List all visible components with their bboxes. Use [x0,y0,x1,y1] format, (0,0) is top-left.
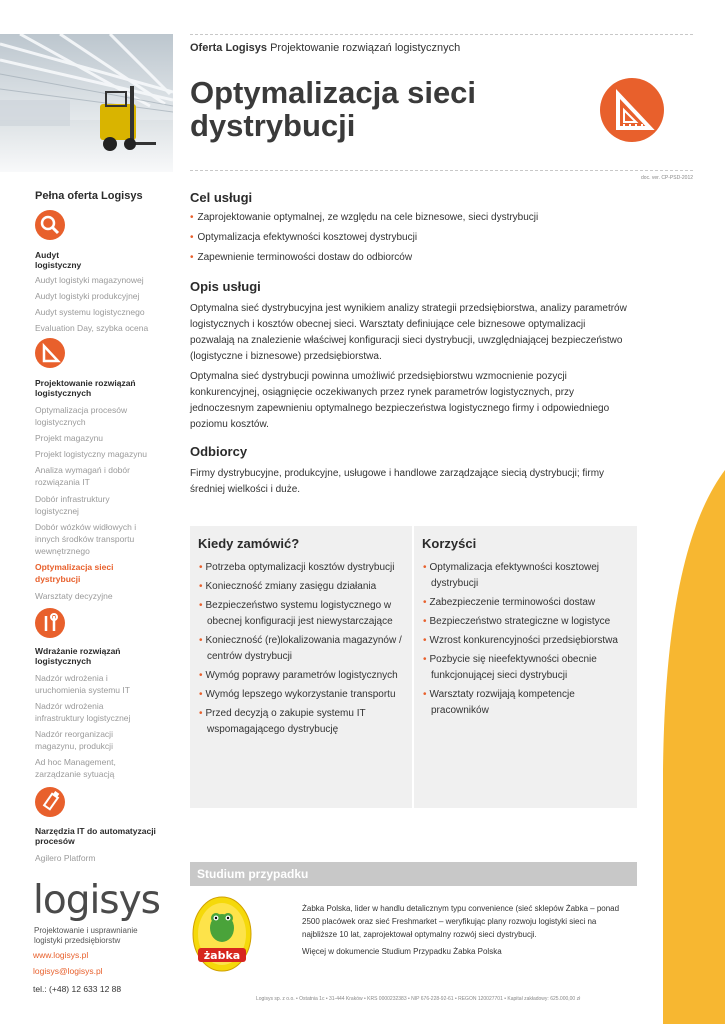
sidebar-link[interactable]: Analiza wymagań i dobór rozwiązania IT [35,465,130,487]
sidebar-title: Pełna oferta Logisys [35,190,143,202]
section-heading-wdrazanie: Wdrażanie rozwiązań logistycznych [35,646,121,666]
section-heading: Opis usługi [190,279,261,294]
sidebar-link[interactable]: Audyt logistyki produkcyjnej [35,291,140,301]
list-item: • Wymóg poprawy parametrów logistycznych [198,668,408,684]
sidebar-link[interactable]: Nadzór wdrożenia i uruchomienia systemu IT [35,673,130,695]
section-heading: Cel usługi [190,190,253,205]
kiedy-list [198,560,408,741]
warehouse-illustration [0,34,173,172]
sidebar-link[interactable]: Optymalizacja procesów logistycznych [35,405,128,427]
magnifier-icon [35,210,65,240]
paragraph: Optymalna sieć dystrybucji powinna umożliwić przedsiębiorstwu wzmocnienie pozycji konkurencyjnej, osiągnięcie oczekiwanych przez rynek parametrów logistycznych, przy jednoczesnym zapewnieniu optymalnego bezpieczeństwa logistycznego firmy i odpowiedniego poziomu kosztów. [190,371,610,430]
list-item: • Konieczność zmiany zasięgu działania [198,579,408,595]
list-item: • Przed decyzją o zakupie systemu IT wspomagającego dystrybucję [198,706,408,738]
korzysci-box [414,526,637,808]
sidebar-link-active[interactable]: Optymalizacja sieci dystrybucji [35,562,114,584]
sidebar-link[interactable]: Agilero Platform [35,853,96,863]
kiedy-heading: Kiedy zamówić? [198,536,300,551]
section-heading-narzedzia: Narzędzia IT do automatyzacji procesów [35,826,156,846]
list-item: • Zabezpieczenie terminowości dostaw [422,595,627,611]
section-cel [190,190,630,265]
doc-version: doc. ver. CP-PSD-2012 [641,175,693,181]
sidebar-link[interactable]: Ad hoc Management, zarządzanie sytuacją [35,757,116,779]
sidebar-link[interactable]: Projekt logistyczny magazynu [35,449,147,459]
list-item: • Bezpieczeństwo strategiczne w logistyce [422,614,627,630]
bullet-item: • Optymalizacja efektywności kosztowej dystrybucji [190,231,630,245]
header-subtitle: Projektowanie rozwiązań logistycznych [270,42,461,54]
list-item: • Potrzeba optymalizacji kosztów dystrybucji [198,560,408,576]
tools-icon [35,608,65,638]
sidebar-link[interactable]: Dobór wózków widłowych i innych środków transportu wewnętrznego [35,522,137,556]
list-item: • Optymalizacja efektywności kosztowej dystrybucji [422,560,627,592]
sidebar-link[interactable]: Projekt magazynu [35,433,104,443]
triangle-ruler-icon [35,338,65,368]
list-item: • Konieczność (re)lokalizowania magazynów / centrów dystrybucji [198,633,408,665]
case-study-link[interactable]: Więcej w dokumencie Studium Przypadku Żabka Polska [302,947,502,956]
list-item: • Wymóg lepszego wykorzystanie transportu [198,687,408,703]
korzysci-list [422,560,627,722]
list-item: • Bezpieczeństwo systemu logistycznego w obecnej konfiguracji jest niewystarczające [198,598,408,630]
case-study-heading: Studium przypadku [197,867,309,881]
logisys-logo: logisys [33,878,161,923]
sidebar-link[interactable]: Warsztaty decyzyjne [35,591,113,601]
header-divider-top [190,34,693,35]
usb-icon [35,787,65,817]
kiedy-box [190,526,412,808]
header-divider-bottom [190,170,693,171]
sidebar-link[interactable]: Audyt systemu logistycznego [35,307,145,317]
bullet-item: • Zaprojektowanie optymalnej, ze względu na cele biznesowe, sieci dystrybucji [190,211,630,225]
case-study-text: Żabka Polska, lider w handlu detalicznym typu convenience (sieć sklepów Żabka – ponad 2500 placówek oraz sieć Freshmarket – weryfikując plany rozwoju logistyki sieci na najbliższe 10 lat, zaprojektował optymalny rozwój sieci dystrybucji. [302,904,620,939]
sidebar-link[interactable]: Audyt logistyki magazynowej [35,275,144,285]
list-item: • Pozbycie się nieefektywności obecnie funkcjonującej sieci dystrybucji [422,652,627,684]
zabka-logo [192,896,252,972]
paragraph: Firmy dystrybucyjne, produkcyjne, usługowe i handlowe zarządzające siecią dystrybucji; firmy średniej wielkości i duże. [190,468,605,495]
section-odbiorcy [190,444,630,498]
sidebar-link[interactable]: Nadzór reorganizacji magazynu, produkcji [35,729,113,751]
footer-company-info: Logisys sp. z o.o. • Ostatnia 1c • 31-444 Kraków • KRS 0000232383 • NIP 676-228-92-61 • REGON 120027701 • Kapitał zakładowy: 625.000,00 zł [256,996,581,1002]
bullet-item: • Zapewnienie terminowości dostaw do odbiorców [190,251,630,265]
section-heading: Odbiorcy [190,444,248,459]
email-link[interactable]: logisys@logisys.pl [33,966,103,976]
sidebar-link[interactable]: Nadzór wdrożenia infrastruktury logistycznej [35,701,131,723]
sidebar-link[interactable]: Dobór infrastruktury logistycznej [35,494,110,516]
warehouse-photo [0,34,173,172]
phone-number: tel.: (+48) 12 633 12 88 [33,984,122,994]
section-heading-audyt: Audyt logistyczny [35,250,82,270]
list-item: • Warsztaty rozwijają kompetencje pracowników [422,687,627,719]
case-study-bar [190,862,637,886]
yellow-accent-shape [655,470,725,1024]
paragraph: Optymalna sieć dystrybucyjna jest wynikiem analizy strategii przedsiębiorstwa, analizy parametrów logistycznych i kosztów obecnej sieci. Warsztaty definiujące cele biznesowe optymalizacji pozwalają na znalezienie właściwej konfiguracji sieci dystrybucji, uwzględniającej bezpieczeństwo (logistyczne i biznesowe) przedsiębiorstwa. [190,303,627,362]
korzysci-heading: Korzyści [422,536,477,551]
website-link[interactable]: www.logisys.pl [33,950,89,960]
header-line [190,42,460,54]
header-brand: Oferta Logisys [190,42,268,54]
sidebar-link[interactable]: Evaluation Day, szybka ocena [35,323,149,333]
logo-tagline: Projektowanie i usprawnianie logistyki przedsiębiorstw [34,926,138,945]
section-opis [190,279,630,433]
page-title: Optymalizacja sieci dystrybucji [190,75,477,143]
list-item: • Wzrost konkurencyjności przedsiębiorstwa [422,633,627,649]
triangle-ruler-icon [600,78,664,142]
section-heading-projektowanie: Projektowanie rozwiązań logistycznych [35,378,136,398]
zabka-logo-text: żabka [203,949,241,962]
